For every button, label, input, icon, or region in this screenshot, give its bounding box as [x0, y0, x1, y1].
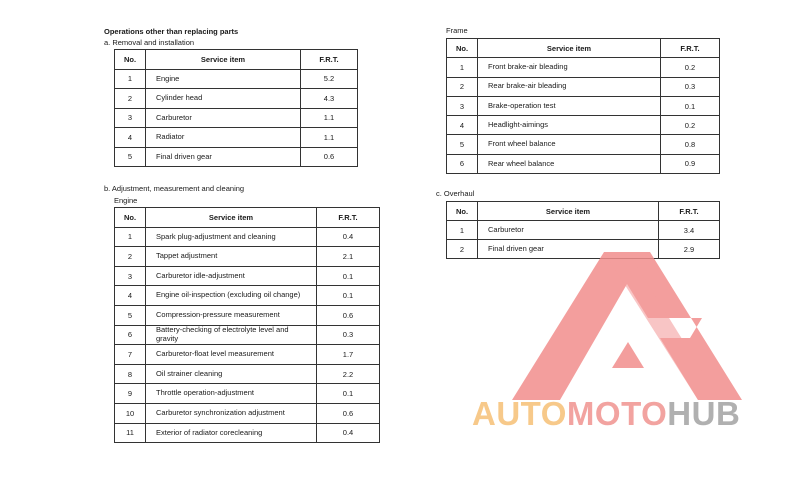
- row-service-item: Rear brake-air bleading: [478, 77, 661, 96]
- table-row: [115, 325, 380, 345]
- row-frt: 0.1: [661, 96, 720, 115]
- row-number: 1: [115, 69, 146, 89]
- row-number: 1: [115, 227, 146, 247]
- row-number: 2: [115, 247, 146, 267]
- row-frt: 0.9: [661, 154, 720, 173]
- row-service-item: Cylinder head: [146, 89, 301, 109]
- row-service-item: Compression-pressure measurement: [146, 305, 317, 325]
- row-service-item: Front wheel balance: [478, 135, 661, 154]
- table-row: [115, 108, 358, 128]
- row-service-item: Battery-checking of electrolyte level and gravity: [146, 325, 317, 345]
- table-row: [115, 89, 358, 109]
- row-frt: 0.1: [317, 266, 380, 286]
- frame-table: [446, 38, 720, 174]
- watermark-wordmark: [472, 395, 740, 433]
- row-frt: 0.2: [661, 116, 720, 135]
- adjustment-table: [114, 207, 380, 443]
- watermark-auto: AUTO: [472, 395, 567, 432]
- table-row: [447, 58, 720, 77]
- row-number: 2: [447, 240, 478, 259]
- row-frt: 0.4: [317, 227, 380, 247]
- row-frt: 2.2: [317, 364, 380, 384]
- row-frt: 0.6: [317, 403, 380, 423]
- row-frt: 0.1: [317, 286, 380, 306]
- table-row: [115, 128, 358, 148]
- table-row: [447, 77, 720, 96]
- section-b-title: b. Adjustment, measurement and cleaning: [104, 184, 245, 193]
- row-service-item: Radiator: [146, 128, 301, 148]
- row-service-item: Brake-operation test: [478, 96, 661, 115]
- row-number: 11: [115, 423, 146, 443]
- row-service-item: Rear wheel balance: [478, 154, 661, 173]
- section-a-title: a. Removal and installation: [104, 38, 195, 47]
- col-frt: F.R.T.: [301, 50, 358, 70]
- row-service-item: Carburetor-float level measurement: [146, 345, 317, 365]
- table-row: [115, 423, 380, 443]
- col-no: No.: [447, 39, 478, 58]
- row-frt: 4.3: [301, 89, 358, 109]
- table-row: [115, 266, 380, 286]
- table-row: [115, 403, 380, 423]
- row-number: 6: [447, 154, 478, 173]
- row-service-item: Front brake-air bleading: [478, 58, 661, 77]
- section-c-title: c. Overhaul: [436, 189, 475, 198]
- col-service-item: Service item: [478, 202, 659, 221]
- table-row: [115, 69, 358, 89]
- row-frt: 0.2: [661, 58, 720, 77]
- row-frt: 0.4: [317, 423, 380, 443]
- row-service-item: Spark plug-adjustment and cleaning: [146, 227, 317, 247]
- row-number: 3: [447, 96, 478, 115]
- row-frt: 0.3: [661, 77, 720, 96]
- col-no: No.: [115, 50, 146, 70]
- col-no: No.: [115, 208, 146, 228]
- table-header-row: [115, 208, 380, 228]
- row-service-item: Throttle operation-adjustment: [146, 384, 317, 404]
- col-frt: F.R.T.: [661, 39, 720, 58]
- row-number: 8: [115, 364, 146, 384]
- table-header-row: [115, 50, 358, 70]
- table-row: [115, 247, 380, 267]
- watermark-moto: MOTO: [566, 395, 668, 432]
- frame-label: Frame: [446, 26, 468, 35]
- row-service-item: Exterior of radiator corecleaning: [146, 423, 317, 443]
- row-number: 7: [115, 345, 146, 365]
- table-header-row: [447, 202, 720, 221]
- table-row: [115, 384, 380, 404]
- row-number: 5: [115, 147, 146, 167]
- table-row: [447, 135, 720, 154]
- col-frt: F.R.T.: [659, 202, 720, 221]
- row-frt: 2.1: [317, 247, 380, 267]
- row-number: 9: [115, 384, 146, 404]
- row-frt: 0.3: [317, 325, 380, 345]
- row-frt: 1.7: [317, 345, 380, 365]
- table-row: [115, 364, 380, 384]
- row-service-item: Engine oil-inspection (excluding oil change): [146, 286, 317, 306]
- table-row: [447, 116, 720, 135]
- table-row: [115, 147, 358, 167]
- table-header-row: [447, 39, 720, 58]
- row-service-item: Carburetor synchronization adjustment: [146, 403, 317, 423]
- row-number: 5: [115, 305, 146, 325]
- col-frt: F.R.T.: [317, 208, 380, 228]
- col-service-item: Service item: [146, 208, 317, 228]
- row-service-item: Headlight-aimings: [478, 116, 661, 135]
- engine-label: Engine: [114, 196, 138, 205]
- row-service-item: Oil strainer cleaning: [146, 364, 317, 384]
- col-service-item: Service item: [146, 50, 301, 70]
- removal-table: [114, 49, 358, 167]
- row-frt: 0.6: [301, 147, 358, 167]
- row-number: 4: [115, 128, 146, 148]
- row-frt: 0.1: [317, 384, 380, 404]
- col-service-item: Service item: [478, 39, 661, 58]
- row-number: 6: [115, 325, 146, 345]
- row-frt: 1.1: [301, 128, 358, 148]
- row-number: 1: [447, 58, 478, 77]
- row-number: 1: [447, 221, 478, 240]
- table-row: [115, 305, 380, 325]
- table-row: [115, 286, 380, 306]
- row-service-item: Carburetor idle-adjustment: [146, 266, 317, 286]
- table-row: [447, 96, 720, 115]
- table-row: [115, 345, 380, 365]
- row-service-item: Carburetor: [146, 108, 301, 128]
- page-title: Operations other than replacing parts: [104, 27, 239, 36]
- row-number: 4: [447, 116, 478, 135]
- row-number: 4: [115, 286, 146, 306]
- row-number: 5: [447, 135, 478, 154]
- row-frt: 0.8: [661, 135, 720, 154]
- col-no: No.: [447, 202, 478, 221]
- row-service-item: Engine: [146, 69, 301, 89]
- row-frt: 2.9: [659, 240, 720, 259]
- row-number: 3: [115, 108, 146, 128]
- row-number: 2: [447, 77, 478, 96]
- row-service-item: Carburetor: [478, 221, 659, 240]
- row-number: 3: [115, 266, 146, 286]
- table-row: [115, 227, 380, 247]
- watermark-hub: HUB: [667, 395, 741, 432]
- row-service-item: Final driven gear: [478, 240, 659, 259]
- row-frt: 3.4: [659, 221, 720, 240]
- row-number: 10: [115, 403, 146, 423]
- row-service-item: Final driven gear: [146, 147, 301, 167]
- row-service-item: Tappet adjustment: [146, 247, 317, 267]
- row-number: 2: [115, 89, 146, 109]
- row-frt: 0.6: [317, 305, 380, 325]
- row-frt: 5.2: [301, 69, 358, 89]
- row-frt: 1.1: [301, 108, 358, 128]
- table-row: [447, 154, 720, 173]
